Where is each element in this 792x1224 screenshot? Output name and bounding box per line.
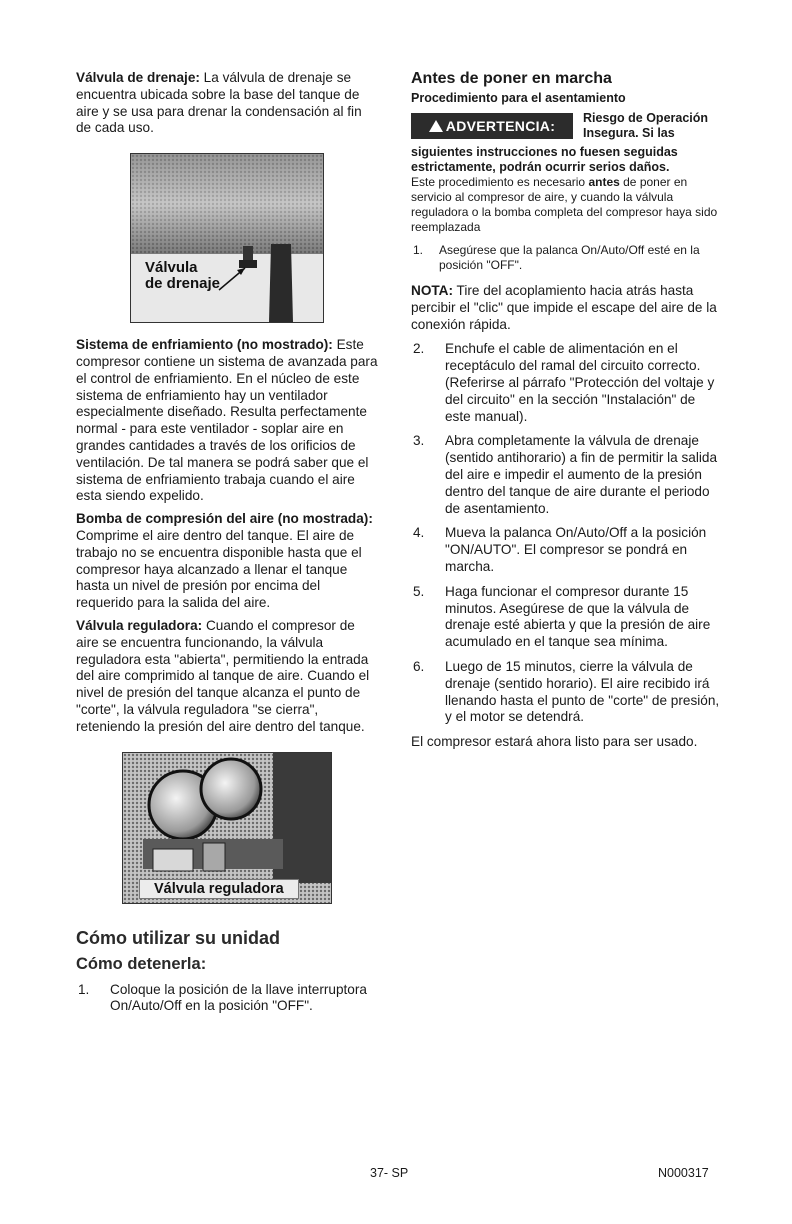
drain-valve-paragraph: Válvula de drenaje: La válvula de drenaje se encuentra ubicada sobre la base del tanque de aire y se usa para drenar la condensación al fin de cada uso. — [76, 70, 362, 136]
stop-steps-list — [76, 982, 378, 1016]
list-item: 3. Abra completamente la válvula de drenaje (sentido antihorario) a fin de permitir la salida del aire e impedir el aumento de la presión dentro del tanque de aire durante el periodo de asentamiento. — [413, 433, 718, 516]
startup-title: Antes de poner en marcha — [411, 70, 612, 87]
page-number: 37- SP — [370, 1166, 409, 1180]
list-item: 5. Haga funcionar el compresor durante 15 minutos. Asegúrese de que la válvula de drenaje esté abierta y que la presión de aire acumulado en el tanque sea mínima. — [413, 583, 711, 650]
left-column — [76, 70, 378, 1015]
regulator-paragraph: Válvula reguladora: Cuando el compresor de aire se encuentra funcionando, la válvula reguladora esta "abierta", permitiendo la entrada del aire comprimido al tanque de aire. Cuando el nivel de presión del tanque alcanza el punto de "corte", la válvula reguladora "se cierra", reteniendo la presión del aire dentro del tanque. — [76, 617, 370, 734]
note-paragraph: NOTA: Tire del acoplamiento hacia atrás hasta percibir el "clic" que impide el escape del aire de la conexión rápida. — [411, 283, 717, 332]
step-1-list — [411, 243, 721, 273]
warning-side-text: Riesgo de Operación Insegura. Si las — [583, 111, 709, 140]
warning-triangle-icon — [429, 120, 443, 132]
warning-badge: ADVERTENCIA: — [411, 113, 573, 139]
list-item: 4. Mueva la palanca On/Auto/Off a la posición "ON/AUTO". El compresor se pondrá en marcha. — [413, 525, 707, 574]
stop-subtitle: Cómo detenerla: — [76, 954, 207, 973]
regulator-valve-figure — [122, 752, 332, 904]
right-column — [411, 70, 721, 751]
warning-rest-text: siguientes instrucciones no fuesen seguidas estrictamente, podrán ocurrir serios daños. — [411, 145, 678, 174]
list-item: 6. Luego de 15 minutos, cierre la válvula de drenaje (sentido horario). El aire recibido irá llenando hasta el punto de "corte" de presión, y el motor se detendrá. — [413, 658, 720, 725]
closing-paragraph: El compresor estará ahora listo para ser usado. — [411, 734, 698, 750]
break-in-intro: Este procedimiento es necesario antes de poner en servicio al compresor de aire, y cuando la válvula reguladora o la bomba completa del compresor haya sido reemplazada — [411, 175, 718, 234]
list-item: 2. Enchufe el cable de alimentación en el receptáculo del ramal del circuito correcto. (Referirse al párrafo "Protección del voltaje y del circuito" en la sección "Instalación" de este manual). — [413, 341, 715, 424]
regulator-valve-caption: Válvula reguladora — [139, 879, 299, 899]
list-item: 1. Asegúrese que la palanca On/Auto/Off esté en la posición "OFF". — [413, 243, 700, 272]
drain-valve-caption: Válvula de drenaje — [145, 259, 221, 293]
startup-steps-list — [411, 341, 721, 726]
warning-block — [411, 111, 721, 145]
drain-valve-figure — [130, 153, 324, 323]
section-title: Cómo utilizar su unidad — [76, 927, 281, 948]
drain-valve-photo — [131, 154, 323, 322]
break-in-subtitle: Procedimiento para el asentamiento — [411, 91, 626, 105]
document-code: N000317 — [658, 1166, 709, 1180]
list-item: 1. Coloque la posición de la llave interruptora On/Auto/Off en la posición "OFF". — [78, 981, 367, 1014]
cooling-system-paragraph: Sistema de enfriamiento (no mostrado): Este compresor contiene un sistema de avanzada para el control de enfriamiento. En el núcleo de este sistema de enfriamiento hay un ventilador especialmente diseñado. Resulta perfectamente normal - para este ventilador - soplar aire en grandes cantidades a través de los orificios de ventilación. De tal manera se podrá saber que el sistema de enfriamiento trabaja cuando el aire esta siendo expelido. — [76, 337, 378, 504]
pump-paragraph: Bomba de compresión del aire (no mostrada): Comprime el aire dentro del tanque. El aire de trabajo no se encuentra disponible hasta que el compresor haya alcanzado a llenar el tanque hasta un nivel de presión por encima del requerido para la salida del aire. — [76, 511, 373, 611]
